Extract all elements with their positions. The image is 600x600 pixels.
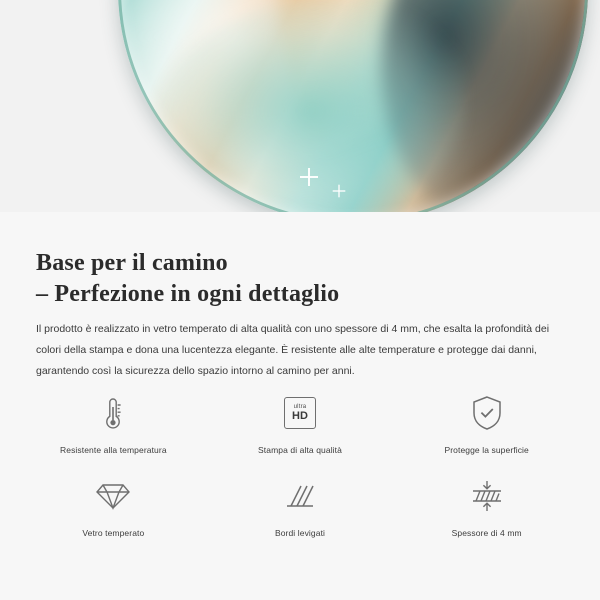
ultra-hd-badge-bottom: HD <box>292 410 308 422</box>
feature-item <box>207 390 394 455</box>
round-glass-panel-image <box>118 0 588 212</box>
ultra-hd-badge-top: ultra <box>293 404 307 410</box>
shield-check-icon <box>459 390 515 436</box>
content-section <box>0 212 600 600</box>
feature-item <box>393 390 580 455</box>
feature-item <box>207 473 394 538</box>
page-title <box>36 248 566 310</box>
thickness-arrows-icon <box>459 473 515 519</box>
headline-line-2: – Perfezione in ogni dettaglio <box>36 281 340 308</box>
thermometer-icon <box>85 390 141 436</box>
description-text: Il prodotto è realizzato in vetro temperato di alta qualità con uno spessore di 4 mm, che esalta la profondità dei colori della stampa e dona una lucentezza elegante. È resistente alle alte temperature e protegge dai danni, garantendo così la sicurezza dello spazio intorno al camino per anni. <box>36 322 550 377</box>
feature-label: Spessore di 4 mm <box>451 528 522 538</box>
polished-edges-icon <box>272 473 328 519</box>
feature-item <box>393 473 580 538</box>
feature-item <box>20 390 207 455</box>
feature-label: Stampa di alta qualità <box>258 445 342 455</box>
feature-grid <box>20 390 580 538</box>
ultra-hd-icon <box>272 390 328 436</box>
feature-label: Resistente alla temperatura <box>60 445 167 455</box>
feature-label: Vetro temperato <box>82 528 145 538</box>
headline-line-1: Base per il camino <box>36 250 228 277</box>
feature-label: Protegge la superficie <box>444 445 529 455</box>
hero-image <box>0 0 600 212</box>
feature-item <box>20 473 207 538</box>
diamond-icon <box>85 473 141 519</box>
feature-label: Bordi levigati <box>274 528 326 538</box>
